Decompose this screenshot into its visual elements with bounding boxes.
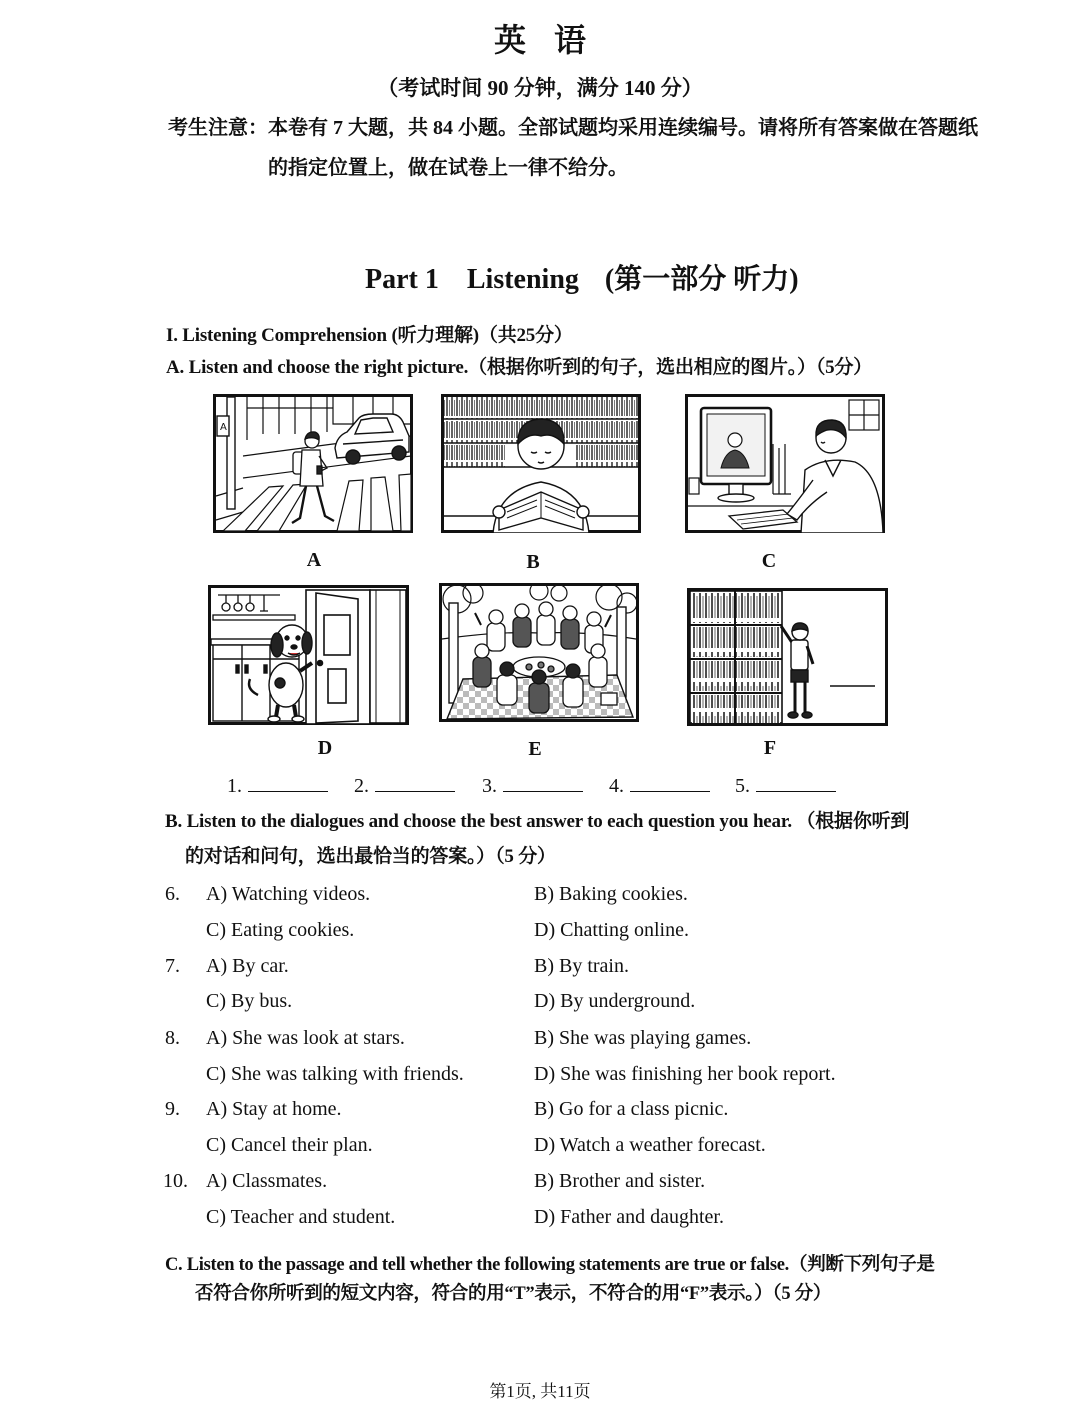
option-c: C) Eating cookies.: [206, 919, 355, 941]
picture-label-b: B: [526, 551, 540, 573]
option-a: A) Classmates.: [206, 1170, 328, 1192]
section-b-instruction-line-2: 的对话和问句，选出最恰当的答案。）（5 分）: [185, 846, 556, 867]
option-d: D) Chatting online.: [534, 919, 689, 941]
answer-line: [630, 773, 710, 792]
tree-trunk-left: [449, 603, 458, 703]
blank-number: 2.: [354, 775, 369, 797]
blank-number: 1.: [227, 775, 242, 797]
picture-label-d: D: [317, 737, 333, 759]
answer-line: [248, 773, 328, 792]
option-c: C) By bus.: [206, 990, 293, 1012]
picture-label-c: C: [761, 550, 777, 572]
question-number: 9.: [165, 1098, 180, 1120]
part-title: Listening: [466, 264, 579, 295]
question-number: 10.: [163, 1170, 188, 1192]
blank-number: 3.: [482, 775, 497, 797]
notice-line-1: 考生注意：本卷有 7 大题，共 84 小题。全部试题均采用连续编号。请将所有答案做在答题纸: [168, 117, 978, 139]
part-title-cn: (第一部分 听力): [604, 264, 799, 295]
option-a: A) Stay at home.: [206, 1098, 342, 1120]
picture-label-a: A: [306, 549, 322, 571]
part-heading: [365, 262, 799, 298]
answer-line: [503, 773, 583, 792]
answer-blank-1: [227, 773, 328, 799]
option-a: A) By car.: [206, 955, 289, 977]
notice-line-2: 的指定位置上，做在试卷上一律不给分。: [268, 157, 628, 179]
section-i-heading: I. Listening Comprehension (听力理解)（共25分）: [166, 325, 573, 346]
option-b: B) Baking cookies.: [534, 883, 688, 905]
option-a: A) Watching videos.: [206, 883, 371, 905]
picture-c: [685, 394, 885, 533]
answer-blank-2: [354, 773, 455, 799]
mug: [689, 478, 699, 494]
section-b-instruction-line-1: B. Listen to the dialogues and choose the best answer to each question you hear. （根据你听到: [165, 811, 910, 832]
picture-label-f: F: [763, 737, 777, 759]
option-d: D) Father and daughter.: [534, 1206, 724, 1228]
option-d: D) She was finishing her book report.: [534, 1063, 836, 1085]
picture-label-e: E: [528, 738, 542, 760]
answer-line: [756, 773, 836, 792]
option-d: D) Watch a weather forecast.: [534, 1134, 766, 1156]
answer-blank-4: [609, 773, 710, 799]
answer-line: [375, 773, 455, 792]
option-c: C) She was talking with friends.: [206, 1063, 464, 1085]
option-c: C) Cancel their plan.: [206, 1134, 373, 1156]
answer-blank-3: [482, 773, 583, 799]
option-b: B) By train.: [534, 955, 629, 977]
exam-subject-title: 英 语: [493, 22, 596, 58]
option-a: A) She was look at stars.: [206, 1027, 405, 1049]
picture-e: [439, 583, 639, 722]
picture-d: [208, 585, 409, 725]
picture-b: [441, 394, 641, 533]
blank-number: 4.: [609, 775, 624, 797]
exam-time-and-score: （考试时间 90 分钟，满分 140 分）: [377, 76, 703, 100]
page-number: 第1页, 共11页: [489, 1382, 591, 1401]
option-c: C) Teacher and student.: [206, 1206, 396, 1228]
answer-blank-5: [735, 773, 836, 799]
question-number: 8.: [165, 1027, 180, 1049]
option-b: B) Brother and sister.: [534, 1170, 706, 1192]
option-b: B) She was playing games.: [534, 1027, 752, 1049]
door: [306, 590, 406, 724]
bookshelf: [690, 591, 782, 723]
section-c-instruction-line-2: 否符合你所听到的短文内容，符合的用“T”表示，不符合的用“F”表示。）（5 分）: [195, 1284, 832, 1304]
picture-f: [687, 588, 888, 726]
blank-number: 5.: [735, 775, 750, 797]
option-b: B) Go for a class picnic.: [534, 1098, 729, 1120]
picture-a: [213, 394, 413, 533]
section-a-instruction: A. Listen and choose the right picture.（根据你听到的句子，选出相应的图片。）（5分）: [166, 357, 873, 378]
question-number: 6.: [165, 883, 180, 905]
section-c-instruction-line-1: C. Listen to the passage and tell whether the following statements are true or false.（判断下列句子是: [165, 1255, 935, 1275]
question-number: 7.: [165, 955, 180, 977]
part-label: Part 1: [365, 264, 439, 295]
option-d: D) By underground.: [534, 990, 696, 1012]
svg-text:A: A: [220, 422, 227, 433]
